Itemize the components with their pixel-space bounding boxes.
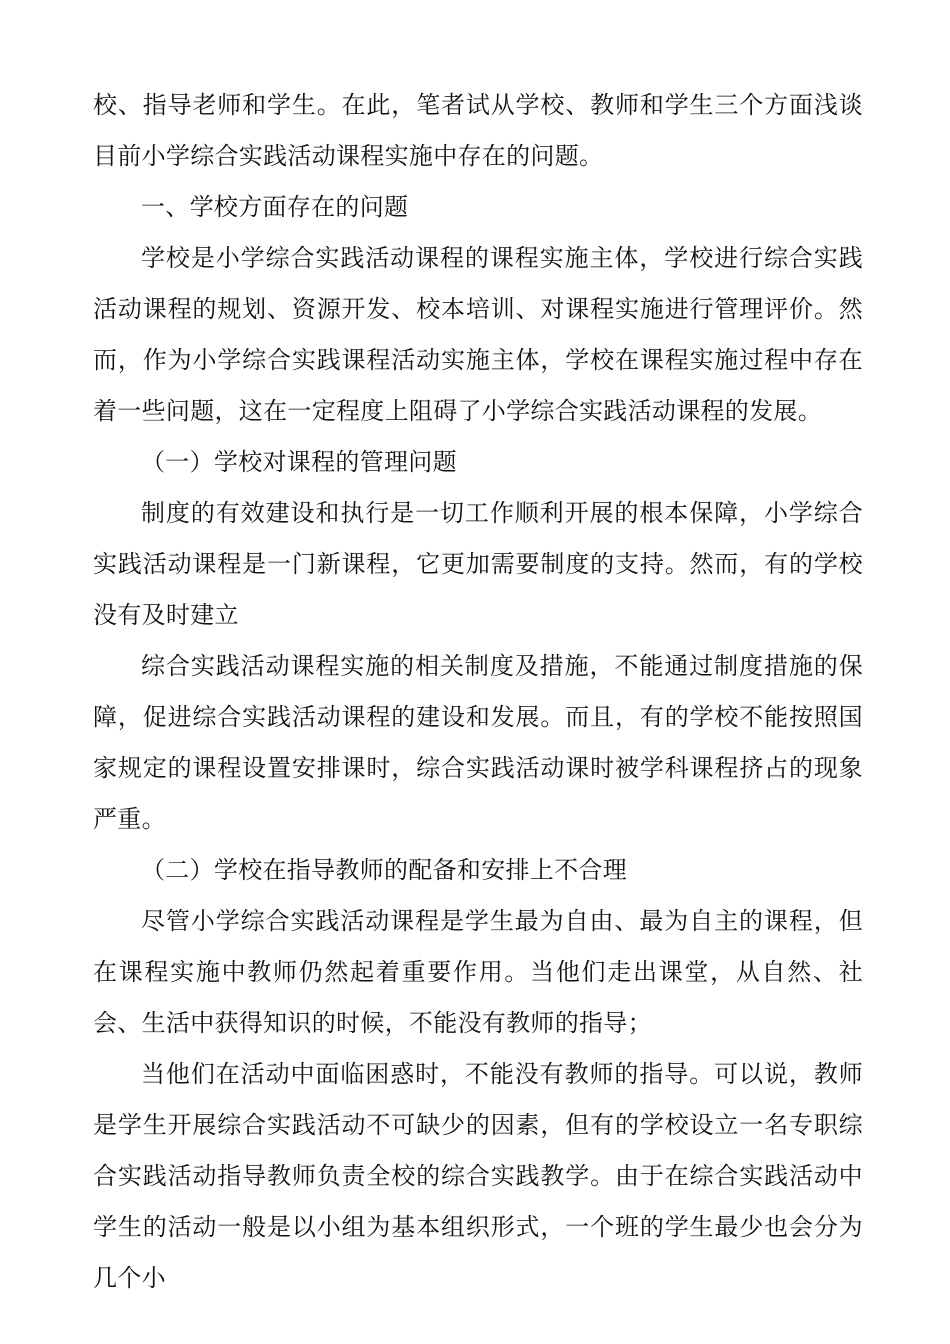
paragraph-intro-continued: 校、指导老师和学生。在此，笔者试从学校、教师和学生三个方面浅谈目前小学综合实践活动课程实施中存在的问题。	[93, 91, 863, 170]
subheading-course-management: （一）学校对课程的管理问题	[141, 448, 457, 476]
paragraph-teacher-role: 尽管小学综合实践活动课程是学生最为自由、最为自主的课程，但在课程实施中教师仍然起着重要作用。当他们走出课堂，从自然、社会、生活中获得知识的时候，不能没有教师的指导；	[93, 907, 863, 1037]
subheading-teacher-allocation: （二）学校在指导教师的配备和安排上不合理	[141, 856, 627, 884]
section-heading-school-problems: 一、学校方面存在的问题	[141, 193, 409, 221]
paragraph-school-role: 学校是小学综合实践活动课程的课程实施主体，学校进行综合实践活动课程的规划、资源开发、校本培训、对课程实施进行管理评价。然而，作为小学综合实践课程活动实施主体，学校在课程实施过程中存在着一些问题，这在一定程度上阻碍了小学综合实践活动课程的发展。	[93, 244, 863, 425]
document-body	[93, 80, 863, 1304]
paragraph-teacher-guidance: 当他们在活动中面临困惑时，不能没有教师的指导。可以说，教师是学生开展综合实践活动不可缺少的因素，但有的学校设立一名专职综合实践活动指导教师负责全校的综合实践教学。由于在综合实践活动中学生的活动一般是以小组为基本组织形式，一个班的学生最少也会分为几个小	[93, 1060, 863, 1292]
paragraph-system-measures: 综合实践活动课程实施的相关制度及措施，不能通过制度措施的保障，促进综合实践活动课程的建设和发展。而且，有的学校不能按照国家规定的课程设置安排课时，综合实践活动课时被学科课程挤占的现象严重。	[93, 652, 863, 833]
paragraph-system-building: 制度的有效建设和执行是一切工作顺利开展的根本保障，小学综合实践活动课程是一门新课程，它更加需要制度的支持。然而，有的学校没有及时建立	[93, 499, 863, 629]
